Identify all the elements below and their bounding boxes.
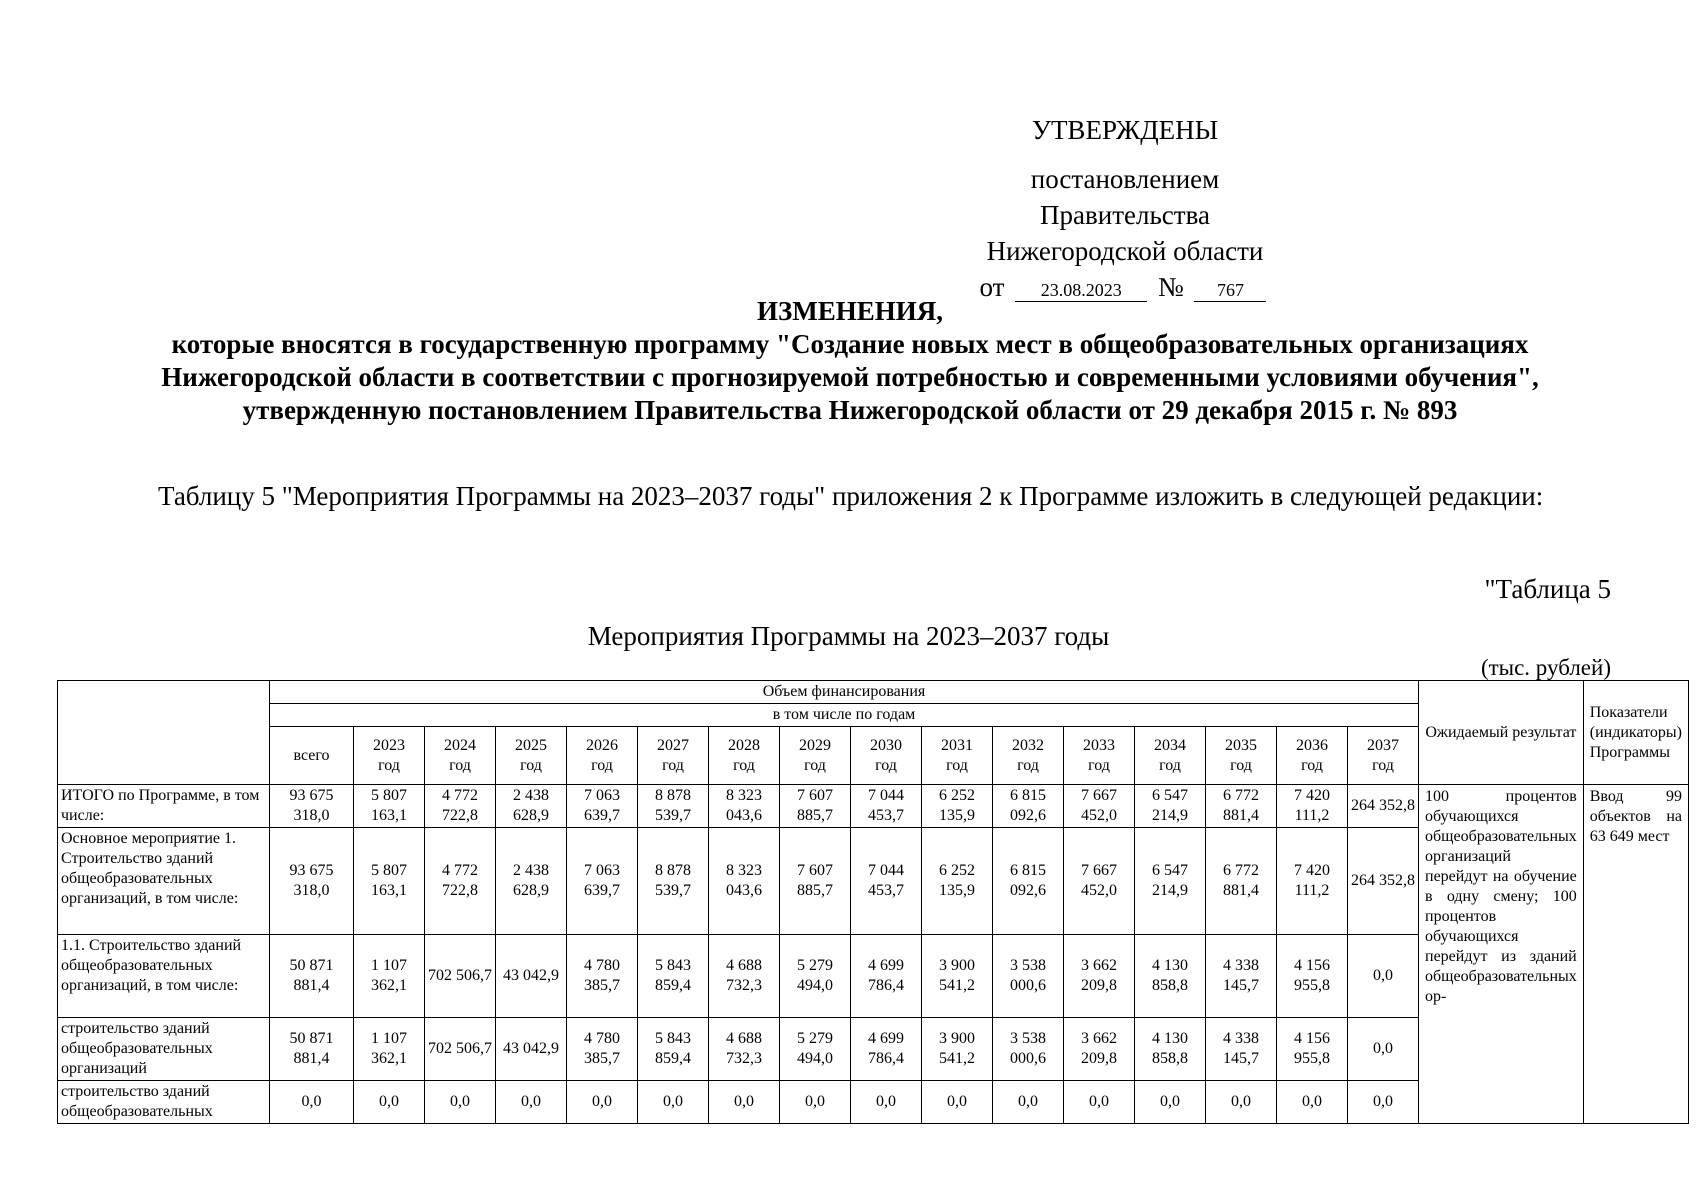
header-year-2025: [496, 727, 567, 785]
cell-year-value: 0,0: [780, 1081, 851, 1124]
row-name: строительство зданий общеобразовательных: [58, 1081, 270, 1124]
cell-year-value: 702 506,7: [425, 1018, 496, 1081]
cell-year-value: 0,0: [354, 1081, 425, 1124]
cell-year-value: 4 688 732,3: [709, 935, 780, 1018]
instruction-text: Таблицу 5 "Мероприятия Программы на 2023–2037 годы" приложения 2 к Программе изложить в следующей редакции:: [158, 481, 1544, 511]
cell-year-value: 0,0: [851, 1081, 922, 1124]
changes-line-3: утвержденную постановлением Правительства Нижегородской области от 29 декабря 2015 г. № 893: [242, 395, 1458, 425]
cell-year-value: 6 772 881,4: [1206, 785, 1277, 828]
cell-total: 93 675 318,0: [270, 828, 354, 935]
year-word: год: [804, 756, 826, 774]
cell-year-value: 3 900 541,2: [922, 1018, 993, 1081]
header-year-2032: [993, 727, 1064, 785]
header-year-2035: [1206, 727, 1277, 785]
cell-total: 93 675 318,0: [270, 785, 354, 828]
header-year-2027: [638, 727, 709, 785]
cell-year-value: 6 547 214,9: [1135, 828, 1206, 935]
cell-year-value: 0,0: [1348, 1018, 1419, 1081]
cell-year-value: 0,0: [1348, 1081, 1419, 1124]
changes-line-2: Нижегородской области в соответствии с прогнозируемой потребностью и современными условиями обучения",: [161, 362, 1539, 392]
year-word: год: [591, 756, 613, 774]
cell-year-value: 702 506,7: [425, 935, 496, 1018]
cell-year-value: 6 252 135,9: [922, 828, 993, 935]
cell-year-value: 8 878 539,7: [638, 785, 709, 828]
cell-year-value: 0,0: [709, 1081, 780, 1124]
cell-year-value: 0,0: [496, 1081, 567, 1124]
cell-year-value: 43 042,9: [496, 1018, 567, 1081]
cell-year-value: 5 807 163,1: [354, 828, 425, 935]
cell-year-value: 0,0: [993, 1081, 1064, 1124]
changes-heading: ИЗМЕНЕНИЯ,: [756, 296, 943, 326]
cell-year-value: 7 420 111,2: [1277, 785, 1348, 828]
year-word: год: [449, 756, 471, 774]
year-number: 2029: [799, 736, 831, 754]
header-indicators: Показатели (индикаторы) Программы: [1583, 681, 1688, 785]
year-number: 2034: [1154, 736, 1186, 754]
cell-year-value: 3 538 000,6: [993, 935, 1064, 1018]
header-year-2037: [1348, 727, 1419, 785]
cell-year-value: 8 323 043,6: [709, 785, 780, 828]
cell-year-value: 3 662 209,8: [1064, 1018, 1135, 1081]
year-number: 2037: [1367, 736, 1399, 754]
cell-year-value: 7 063 639,7: [567, 828, 638, 935]
cell-year-value: 264 352,8: [1348, 828, 1419, 935]
table-label: "Таблица 5: [1484, 574, 1611, 604]
table-row: [58, 785, 1689, 828]
cell-year-value: 4 338 145,7: [1206, 1018, 1277, 1081]
year-word: год: [520, 756, 542, 774]
cell-total: 50 871 881,4: [270, 935, 354, 1018]
header-year-2026: [567, 727, 638, 785]
cell-year-value: 1 107 362,1: [354, 935, 425, 1018]
row-name: строительство зданий общеобразовательных организаций: [58, 1018, 270, 1081]
cell-year-value: 7 607 885,7: [780, 785, 851, 828]
cell-year-value: 4 338 145,7: [1206, 935, 1277, 1018]
cell-year-value: 5 279 494,0: [780, 935, 851, 1018]
header-result: Ожидаемый результат: [1419, 681, 1584, 785]
cell-year-value: 7 420 111,2: [1277, 828, 1348, 935]
cell-year-value: 3 900 541,2: [922, 935, 993, 1018]
cell-year-value: 0,0: [425, 1081, 496, 1124]
year-word: год: [1372, 756, 1394, 774]
cell-year-value: 6 815 092,6: [993, 828, 1064, 935]
header-year-2034: [1135, 727, 1206, 785]
header-row-financing: [58, 681, 1689, 704]
cell-year-value: 3 538 000,6: [993, 1018, 1064, 1081]
approval-number: 767: [1194, 279, 1266, 302]
year-number: 2028: [728, 736, 760, 754]
header-year-2029: [780, 727, 851, 785]
year-number: 2036: [1296, 736, 1328, 754]
year-number: 2033: [1083, 736, 1115, 754]
cell-year-value: 1 107 362,1: [354, 1018, 425, 1081]
year-word: год: [1230, 756, 1252, 774]
cell-total: 0,0: [270, 1081, 354, 1124]
year-word: год: [946, 756, 968, 774]
cell-year-value: 6 815 092,6: [993, 785, 1064, 828]
table-units: (тыс. рублей): [1480, 655, 1611, 680]
approval-line-1: постановлением Правительства: [1030, 164, 1220, 230]
changes-line-1: которые вносятся в государственную программу "Создание новых мест в общеобразовательных организациях: [171, 329, 1529, 359]
cell-year-value: 5 807 163,1: [354, 785, 425, 828]
cell-year-value: 0,0: [1348, 935, 1419, 1018]
cell-year-value: 6 252 135,9: [922, 785, 993, 828]
cell-year-value: 3 662 209,8: [1064, 935, 1135, 1018]
cell-year-value: 0,0: [1135, 1081, 1206, 1124]
cell-year-value: 4 688 732,3: [709, 1018, 780, 1081]
cell-year-value: 6 772 881,4: [1206, 828, 1277, 935]
approval-block: [960, 112, 1290, 305]
year-number: 2026: [586, 736, 618, 754]
cell-year-value: 7 044 453,7: [851, 785, 922, 828]
cell-year-value: 4 780 385,7: [567, 935, 638, 1018]
cell-year-value: 7 607 885,7: [780, 828, 851, 935]
row-name: ИТОГО по Программе, в том числе:: [58, 785, 270, 828]
cell-year-value: 4 699 786,4: [851, 935, 922, 1018]
cell-year-value: 0,0: [567, 1081, 638, 1124]
year-number: 2023: [373, 736, 405, 754]
table-body: [58, 785, 1689, 1124]
header-year-2024: [425, 727, 496, 785]
year-number: 2032: [1012, 736, 1044, 754]
cell-year-value: 4 772 722,8: [425, 828, 496, 935]
cell-year-value: 7 667 452,0: [1064, 785, 1135, 828]
expected-result: 100 процентов обучающихся общеобразовательных организаций перейдут на обучение в одну смену; 100 процентов обучающихся перейдут из зданий общеобразовательных ор-: [1419, 785, 1584, 1124]
header-financing: Объем финансирования: [270, 681, 1419, 704]
cell-year-value: 7 063 639,7: [567, 785, 638, 828]
cell-year-value: 0,0: [638, 1081, 709, 1124]
cell-year-value: 4 130 858,8: [1135, 1018, 1206, 1081]
cell-year-value: 4 699 786,4: [851, 1018, 922, 1081]
cell-year-value: 4 780 385,7: [567, 1018, 638, 1081]
row-name: 1.1. Строительство зданий общеобразовательных организаций, в том числе:: [58, 935, 270, 1018]
cell-year-value: 7 044 453,7: [851, 828, 922, 935]
cell-total: 50 871 881,4: [270, 1018, 354, 1081]
cell-year-value: 7 667 452,0: [1064, 828, 1135, 935]
table-title: Мероприятия Программы на 2023–2037 годы: [587, 621, 1110, 651]
year-number: 2035: [1225, 736, 1257, 754]
cell-year-value: 264 352,8: [1348, 785, 1419, 828]
header-by-years: в том числе по годам: [270, 704, 1419, 727]
cell-year-value: 0,0: [922, 1081, 993, 1124]
year-word: год: [378, 756, 400, 774]
cell-year-value: 2 438 628,9: [496, 785, 567, 828]
year-word: год: [1088, 756, 1110, 774]
header-year-2030: [851, 727, 922, 785]
header-total: всего: [270, 727, 354, 785]
cell-year-value: 0,0: [1277, 1081, 1348, 1124]
cell-year-value: 5 279 494,0: [780, 1018, 851, 1081]
approval-title: УТВЕРЖДЕНЫ: [1031, 115, 1219, 145]
cell-year-value: 8 323 043,6: [709, 828, 780, 935]
year-word: год: [662, 756, 684, 774]
header-year-2033: [1064, 727, 1135, 785]
cell-year-value: 4 772 722,8: [425, 785, 496, 828]
header-year-2036: [1277, 727, 1348, 785]
from-label: от: [979, 272, 1005, 302]
cell-year-value: 8 878 539,7: [638, 828, 709, 935]
cell-year-value: 4 156 955,8: [1277, 935, 1348, 1018]
header-name-blank: [58, 681, 270, 785]
approval-line-2: Нижегородской области: [986, 236, 1264, 266]
changes-heading-block: [60, 295, 1640, 427]
header-year-2031: [922, 727, 993, 785]
header-year-2023: [354, 727, 425, 785]
year-word: год: [1159, 756, 1181, 774]
year-word: год: [733, 756, 755, 774]
cell-year-value: 6 547 214,9: [1135, 785, 1206, 828]
instruction-paragraph: [86, 472, 1610, 520]
year-word: год: [1301, 756, 1323, 774]
header-year-2028: [709, 727, 780, 785]
year-number: 2024: [444, 736, 476, 754]
cell-year-value: 0,0: [1206, 1081, 1277, 1124]
cell-year-value: 0,0: [1064, 1081, 1135, 1124]
cell-year-value: 4 156 955,8: [1277, 1018, 1348, 1081]
cell-year-value: 5 843 859,4: [638, 1018, 709, 1081]
year-number: 2027: [657, 736, 689, 754]
cell-year-value: 43 042,9: [496, 935, 567, 1018]
cell-year-value: 5 843 859,4: [638, 935, 709, 1018]
year-number: 2030: [870, 736, 902, 754]
cell-year-value: 2 438 628,9: [496, 828, 567, 935]
program-indicators: Ввод 99 объектов на 63 649 мест: [1583, 785, 1688, 1124]
year-number: 2025: [515, 736, 547, 754]
number-label: №: [1157, 272, 1184, 302]
year-number: 2031: [941, 736, 973, 754]
year-word: год: [875, 756, 897, 774]
year-word: год: [1017, 756, 1039, 774]
approval-date: 23.08.2023: [1015, 279, 1147, 302]
measures-table: [57, 680, 1689, 1124]
row-name: Основное мероприятие 1. Строительство зданий общеобразовательных организаций, в том числе:: [58, 828, 270, 935]
cell-year-value: 4 130 858,8: [1135, 935, 1206, 1018]
